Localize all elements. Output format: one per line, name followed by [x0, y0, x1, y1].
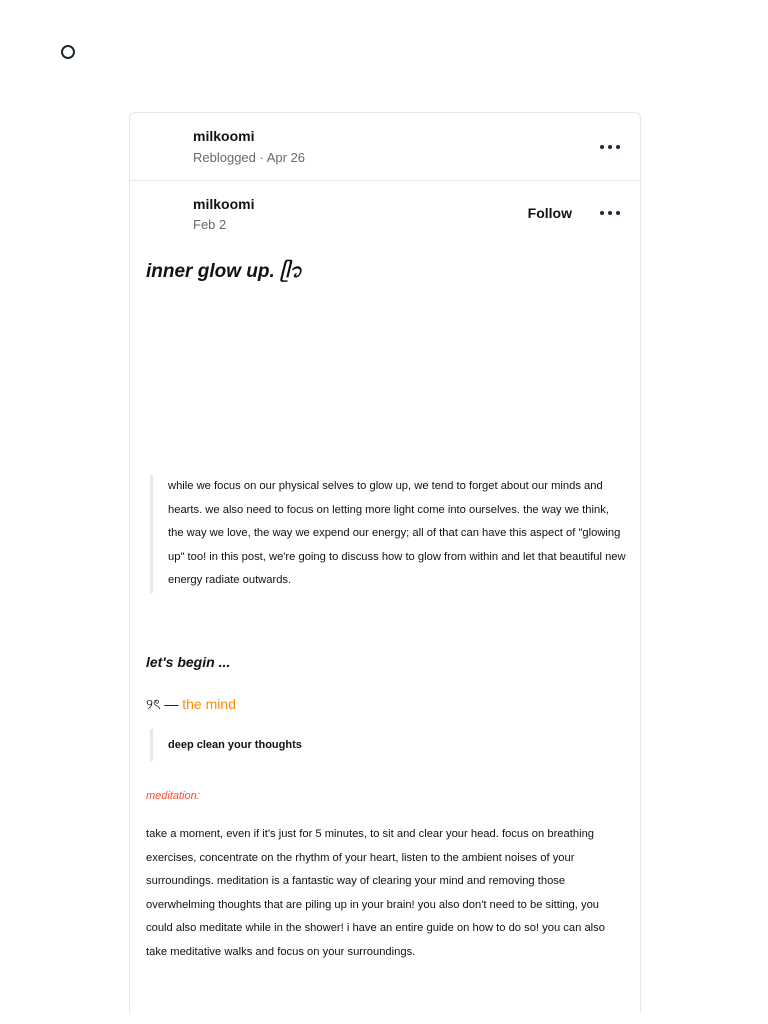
section-heading: [146, 693, 236, 717]
follow-button[interactable]: Follow: [527, 205, 572, 221]
post-title: inner glow up. ᥫ᭡: [146, 261, 302, 282]
post-header: [130, 181, 640, 247]
circle-icon[interactable]: [61, 45, 75, 59]
reblog-username[interactable]: milkoomi: [193, 128, 255, 144]
reblog-meta: Reblogged · Apr 26: [193, 150, 306, 165]
subheading-quote: deep clean your thoughts: [150, 729, 302, 761]
begin-heading: let's begin ...: [146, 654, 231, 670]
reblog-header: [130, 113, 640, 181]
post-card: [129, 112, 641, 1013]
reblog-more-options-icon[interactable]: [600, 140, 620, 154]
post-username[interactable]: milkoomi: [193, 196, 255, 212]
section-prefix: ୨ৎ —: [146, 696, 183, 712]
meditation-label: meditation:: [146, 790, 200, 802]
post-more-options-icon[interactable]: [600, 206, 620, 220]
meditation-text: take a moment, even if it's just for 5 minutes, to sit and clear your head. focus on breathing exercises, concentrate on the rhythm of your heart, listen to the ambient noises of your surroundings. meditation is a fantastic way of clearing your mind and removing those overwhelming thoughts that are piling up in your brain! you also don't need to be sitting, you could also meditate while in the shower! i have an entire guide on how to do so! you can also take meditative walks and focus on your surroundings.: [146, 828, 605, 958]
intro-quote: while we focus on our physical selves to glow up, we tend to forget about our minds and hearts. we also need to focus on letting more light come into ourselves. the way we think, the way we love, the way we expend our energy; all of that can have this aspect of "glowing up" too! in this post, we're going to discuss how to glow from within and let that beautiful new energy radiate outwards.: [150, 475, 626, 593]
post-date: Feb 2: [193, 217, 227, 232]
section-title: the mind: [182, 696, 236, 712]
